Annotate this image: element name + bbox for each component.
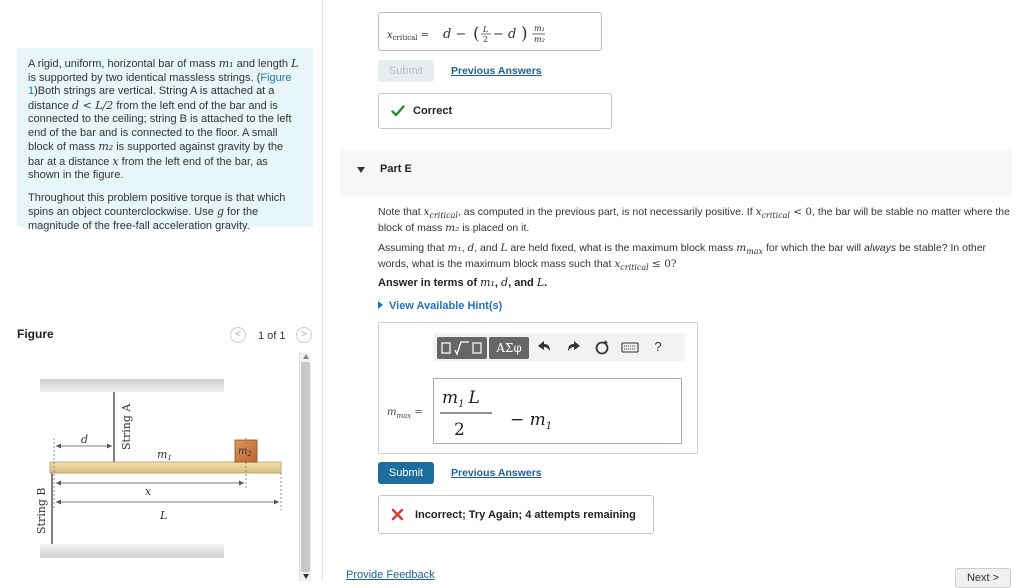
label-string-a: String A — [120, 403, 133, 450]
symbol-le-zero: ≤ 0? — [648, 258, 677, 271]
figure-1-link[interactable]: Figure 1 — [28, 71, 292, 97]
instruction-text: , and — [508, 277, 537, 289]
label-string-b: String B — [35, 487, 48, 534]
problem-text: from the left end of the bar, as shown in the figure. — [28, 155, 268, 181]
problem-paragraph-1 — [28, 57, 302, 183]
part-e-note — [378, 206, 1010, 235]
question-text: Assuming that — [378, 242, 448, 254]
incorrect-label: Incorrect; Try Again; 4 attempts remaining — [415, 509, 636, 521]
frac-m1: m₁ — [534, 24, 545, 33]
previous-answers-link[interactable]: Previous Answers — [451, 467, 542, 479]
note-text: , the bar will be stable no matter where the block of mass — [378, 206, 1010, 235]
label-m1: m1 — [157, 448, 172, 462]
checkmark-icon — [391, 104, 405, 118]
symbol-x: x — [423, 206, 430, 218]
label-d: d — [81, 433, 89, 446]
symbol-L: L — [500, 242, 508, 254]
note-text: is placed on it. — [459, 222, 530, 235]
symbol-d: d — [467, 242, 475, 254]
figure-scrollbar[interactable] — [299, 352, 311, 581]
note-text: , as computed in the previous part, is not necessarily positive. If — [457, 206, 756, 218]
x-mark-icon — [391, 508, 404, 521]
problem-text: is supported by two identical massless strings. ( — [28, 71, 261, 84]
symbol-sub: max — [396, 412, 412, 420]
question-text: be stable? In other words, what is the maximum block mass such that — [378, 242, 987, 271]
frac-2: 2 — [483, 35, 489, 44]
numerator: $m_1$ L — [442, 388, 480, 410]
frac-m2: m₂ — [534, 35, 545, 44]
equals-sign: = — [411, 407, 423, 418]
symbol-x: x — [614, 258, 621, 271]
symbol-d: d — [501, 276, 509, 289]
problem-text: is supported against gravity by the bar at a distance — [28, 141, 284, 168]
provide-feedback-link[interactable]: Provide Feedback — [346, 569, 435, 581]
answer-editor — [378, 322, 698, 454]
symbol-L: L — [536, 276, 545, 289]
frac-L: L — [483, 25, 489, 34]
symbol-m1: m₁ — [480, 276, 495, 289]
incorrect-feedback — [378, 495, 654, 534]
symbol-sub: critical — [761, 211, 790, 221]
part-e-header[interactable] — [340, 150, 1012, 196]
math-toolbar — [433, 333, 685, 361]
previous-answer-formula — [379, 13, 603, 52]
formula-minus-d: − d — [493, 27, 517, 42]
symbol-x: x — [112, 154, 119, 168]
view-hints-link[interactable] — [378, 300, 502, 312]
label-m2: $m_2$ — [238, 446, 252, 458]
floor — [40, 544, 224, 558]
scroll-up-icon[interactable] — [303, 354, 309, 359]
redo-icon[interactable] — [563, 336, 585, 358]
problem-text: A rigid, uniform, horizontal bar of mass — [28, 58, 219, 70]
figure-pager — [230, 327, 314, 345]
symbol-sub: max — [746, 247, 764, 257]
symbol-m2: m₂ — [98, 140, 114, 153]
problem-text: Throughout this problem positive torque is that which spins an object counterclockwise. Use — [28, 191, 286, 218]
symbol-lt-zero: < 0 — [789, 206, 813, 218]
problem-text: for the magnitude of the free-fall acceleration gravity. — [28, 206, 259, 232]
symbol-m2: m₂ — [445, 222, 460, 235]
label-x: x — [145, 485, 152, 498]
denominator: 2 — [454, 420, 465, 440]
correct-label: Correct — [413, 105, 453, 117]
symbol-L: L — [291, 57, 299, 70]
symbol-x: x — [755, 206, 762, 218]
bar-strings-diagram — [17, 352, 298, 581]
ceiling — [40, 379, 224, 392]
reset-icon[interactable] — [591, 336, 613, 358]
templates-icon — [437, 337, 487, 359]
question-text: , and — [474, 242, 501, 254]
instruction-text: Answer in terms of — [378, 277, 481, 289]
question-text: are held fixed, what is the maximum block mass — [507, 242, 737, 254]
symbol-m1: m₁ — [447, 242, 462, 254]
help-icon[interactable]: ? — [654, 339, 662, 354]
next-button[interactable]: Next > — [955, 568, 1011, 588]
figure-heading: Figure — [17, 327, 54, 341]
figure-page-indicator: 1 of 1 — [258, 330, 286, 342]
symbol-g: g — [216, 205, 224, 218]
minus-m1: − $m_1$ — [510, 410, 553, 432]
symbol-m: m — [736, 242, 747, 254]
problem-statement — [17, 48, 313, 232]
answer-input[interactable] — [433, 378, 682, 444]
figure-next-button[interactable]: > — [296, 327, 312, 343]
paren-open: ( — [473, 24, 480, 44]
part-e-question: Assuming that m₁, d, and L are held fixed, what is the maximum block mass $m_{max}$ for which the bar will always be stable? In other words, what is the maximum block mass such that $x_{critical} \le 0$? — [378, 242, 987, 273]
hints-label: View Available Hint(s) — [389, 300, 503, 312]
figure-image — [17, 352, 298, 581]
greek-symbols-button[interactable]: ΑΣφ — [489, 337, 529, 359]
problem-paragraph-2 — [28, 192, 302, 234]
symbol-m: m — [387, 407, 397, 418]
expand-triangle-icon — [378, 301, 383, 309]
figure-prev-button[interactable]: < — [230, 327, 246, 343]
symbol-condition: d < L/2 — [72, 98, 114, 112]
problem-text: )Both strings are vertical. String A is attached at a distance — [28, 85, 275, 112]
part-e-title: Part E — [380, 163, 412, 175]
formula-lhs: $x_{critical}$ = — [387, 30, 430, 42]
emphasis-always: always — [864, 242, 897, 254]
correct-feedback — [378, 93, 612, 129]
note-text: Note that — [378, 206, 424, 218]
templates-button[interactable] — [437, 337, 487, 359]
paren-close: ) — [521, 24, 528, 44]
label-L: L — [160, 509, 168, 522]
submit-button-disabled: Submit — [378, 60, 434, 82]
collapse-triangle-icon[interactable] — [357, 167, 365, 173]
previous-part-answer-box — [378, 12, 602, 51]
symbol-m1: m₁ — [218, 57, 234, 70]
symbol-sub: critical — [429, 211, 458, 221]
question-text: for which the bar will — [763, 242, 865, 254]
left-column — [0, 0, 322, 581]
scroll-down-icon[interactable] — [303, 574, 309, 579]
scroll-thumb[interactable] — [301, 362, 310, 572]
previous-answers-link[interactable]: Previous Answers — [451, 65, 542, 77]
instruction-text: . — [544, 277, 548, 289]
problem-text: and length — [233, 58, 292, 70]
undo-icon[interactable] — [533, 336, 555, 358]
symbol-sub: critical — [620, 263, 649, 273]
submit-button[interactable]: Submit — [378, 462, 434, 484]
answer-lhs-label — [387, 407, 423, 420]
column-divider — [322, 0, 323, 581]
answer-expression — [434, 379, 683, 445]
problem-text: from the left end of the bar and is connected to the ceiling; string B is attached to the left end of the bar and is connected to the floor. A small block of mass — [28, 99, 292, 153]
keyboard-icon[interactable] — [619, 336, 641, 358]
answer-terms-instruction: Answer in terms of m₁, d, and L. — [378, 276, 548, 289]
formula-d-minus: d − — [443, 27, 467, 42]
